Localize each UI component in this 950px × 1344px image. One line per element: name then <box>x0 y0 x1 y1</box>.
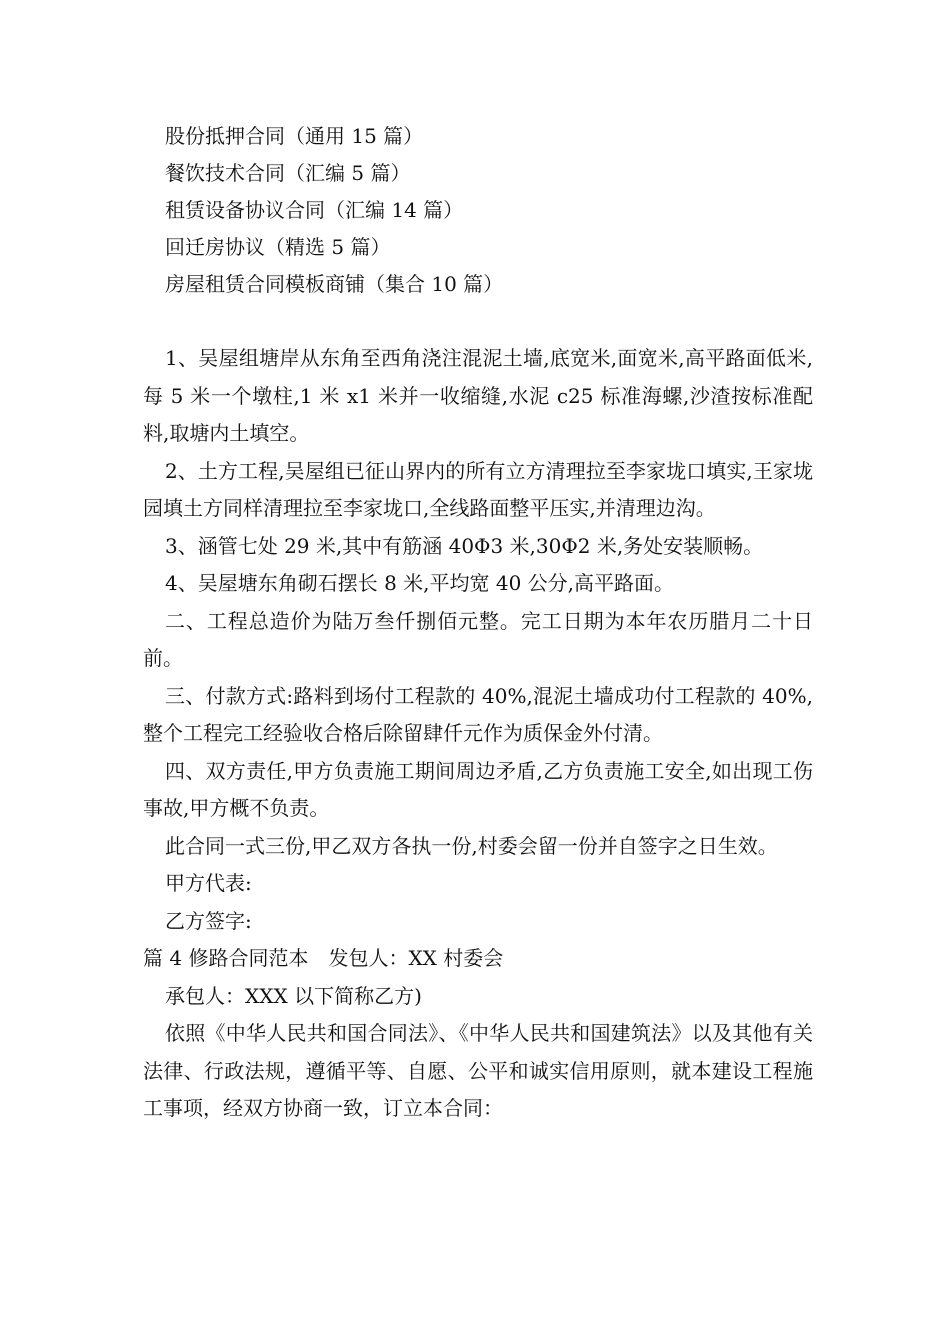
party-b-signature-line: 乙方签字: <box>165 908 252 933</box>
responsibility-paragraph: 四、双方责任,甲方负责施工期间周边矛盾,乙方负责施工安全,如出现工伤事故,甲方概不负责。 <box>143 758 813 820</box>
contents-item: 租赁设备协议合同（汇编 14 篇） <box>165 198 464 222</box>
document-body <box>143 340 813 1128</box>
clause-3-paragraph: 3、涵管七处 29 米,其中有筋涵 40Φ3 米,30Φ2 米,务处安装顺畅。 <box>165 533 764 558</box>
total-cost-paragraph: 二、工程总造价为陆万叁仟捌佰元整。完工日期为本年农历腊月二十日前。 <box>143 608 813 670</box>
copies-paragraph: 此合同一式三份,甲乙双方各执一份,村委会留一份并自签字之日生效。 <box>165 833 778 858</box>
payment-paragraph: 三、付款方式:路料到场付工程款的 40%,混泥土墙成功付工程款的 40%,整个工程完工经验收合格后除留肆仟元作为质保金外付清。 <box>143 683 813 745</box>
contractor-line: 承包人：XXX 以下简称乙方) <box>165 983 422 1008</box>
clause-4-paragraph: 4、吴屋塘东角砌石摆长 8 米,平均宽 40 公分,高平路面。 <box>165 571 675 595</box>
contents-item: 股份抵押合同（通用 15 篇） <box>165 124 424 148</box>
contents-list <box>165 118 865 303</box>
contents-item: 餐饮技术合同（汇编 5 篇） <box>165 161 411 185</box>
legal-basis-paragraph: 依照《中华人民共和国合同法》、《中华人民共和国建筑法》以及其他有关法律、行政法规，遵循平等、自愿、公平和诚实信用原则，就本建设工程施工事项，经双方协商一致，订立本合同： <box>143 1021 813 1120</box>
party-a-signature-line: 甲方代表: <box>165 871 252 895</box>
contents-item: 房屋租赁合同模板商铺（集合 10 篇） <box>165 272 504 296</box>
clause-2-paragraph: 2、土方工程,吴屋组已征山界内的所有立方清理拉至李家垅口填实,王家垅园填土方同样清理拉至李家垅口,全线路面整平压实,并清理边沟。 <box>143 458 813 520</box>
contents-item: 回迁房协议（精选 5 篇） <box>165 235 391 259</box>
clause-1-paragraph: 1、吴屋组塘岸从东角至西角浇注混泥土墙,底宽米,面宽米,高平路面低米,每 5 米一个墩柱,1 米 x1 米并一收缩缝,水泥 c25 标准海螺,沙渣按标准配料,取塘内土填空。 <box>143 346 813 445</box>
section-4-heading: 篇 4 修路合同范本 发包人：XX 村委会 <box>143 946 504 970</box>
